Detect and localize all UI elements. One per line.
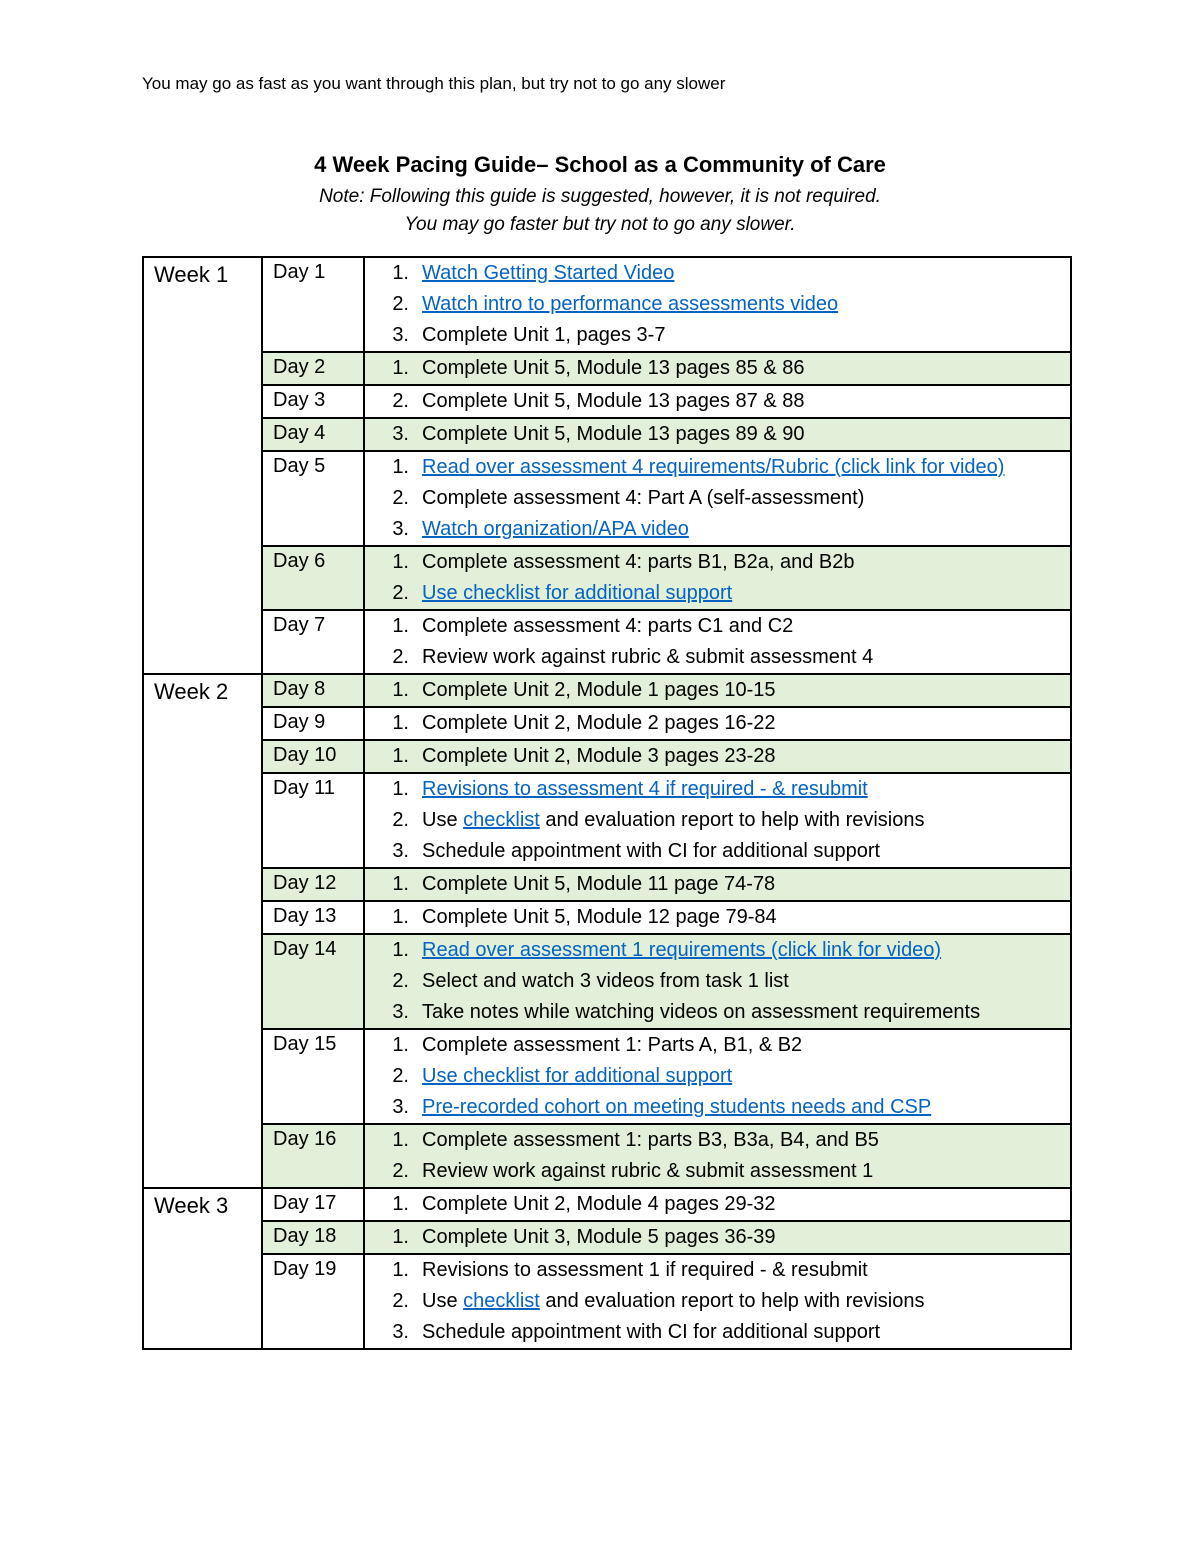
task-text <box>422 1156 1070 1187</box>
day-label: Day 1 <box>262 257 364 352</box>
task-list <box>364 1124 1071 1188</box>
task-link[interactable]: Revisions to assessment 4 if required - & resubmit <box>422 778 868 800</box>
task-text <box>422 1092 1070 1123</box>
task-list <box>364 610 1071 674</box>
task-list <box>364 352 1071 385</box>
task-item <box>365 1255 1070 1286</box>
day-label: Day 19 <box>262 1254 364 1349</box>
task-text-segment: Complete Unit 5, Module 11 page 74-78 <box>422 873 776 895</box>
task-text <box>422 452 1070 483</box>
task-item <box>365 547 1070 578</box>
task-text <box>422 1255 1070 1286</box>
task-number: 1. <box>392 1129 409 1151</box>
task-number: 1. <box>392 1226 409 1248</box>
task-link[interactable]: Use checklist for additional support <box>422 1065 733 1087</box>
task-text <box>422 966 1070 997</box>
task-text <box>422 836 1070 867</box>
task-list <box>364 1188 1071 1221</box>
task-text-segment: Complete Unit 5, Module 12 page 79-84 <box>422 906 777 928</box>
task-text <box>422 997 1070 1028</box>
task-text-segment: Complete Unit 2, Module 3 pages 23-28 <box>422 745 776 767</box>
task-number: 1. <box>392 1034 409 1056</box>
task-list <box>364 385 1071 418</box>
task-list <box>364 546 1071 610</box>
task-number: 3. <box>392 423 409 445</box>
task-number: 1. <box>392 939 409 961</box>
task-text-segment: and evaluation report to help with revisions <box>539 809 925 831</box>
task-text-segment: Schedule appointment with CI for additional support <box>422 1321 881 1343</box>
task-number: 1. <box>392 712 409 734</box>
task-text-segment: Use <box>422 809 464 831</box>
task-item <box>365 805 1070 836</box>
task-item <box>365 1125 1070 1156</box>
day-label: Day 10 <box>262 740 364 773</box>
task-number: 2. <box>392 1160 409 1182</box>
task-number: 3. <box>392 840 409 862</box>
day-label: Day 5 <box>262 451 364 546</box>
task-text <box>422 1317 1070 1348</box>
task-text <box>422 1189 1070 1220</box>
task-item <box>365 1189 1070 1220</box>
task-text-segment: Complete assessment 1: Parts A, B1, & B2 <box>422 1034 803 1056</box>
task-text-segment: Select and watch 3 videos from task 1 list <box>422 970 789 992</box>
task-text <box>422 935 1070 966</box>
task-number: 2. <box>392 646 409 668</box>
task-item <box>365 1286 1070 1317</box>
task-number: 1. <box>392 357 409 379</box>
task-text <box>422 483 1070 514</box>
task-text <box>422 1222 1070 1253</box>
day-row <box>143 934 1071 1029</box>
task-text-segment: Complete Unit 5, Module 13 pages 89 & 90 <box>422 423 805 445</box>
task-item <box>365 935 1070 966</box>
task-item <box>365 258 1070 289</box>
task-list <box>364 901 1071 934</box>
task-text-segment: Complete Unit 2, Module 4 pages 29-32 <box>422 1193 776 1215</box>
day-label: Day 9 <box>262 707 364 740</box>
guide-note-line-2: You may go faster but try not to go any slower. <box>404 214 796 235</box>
task-text <box>422 708 1070 739</box>
day-row <box>143 674 1071 707</box>
task-number: 2. <box>392 390 409 412</box>
task-number: 1. <box>392 551 409 573</box>
task-list <box>364 674 1071 707</box>
task-text <box>422 741 1070 772</box>
task-text <box>422 642 1070 673</box>
task-item <box>365 1222 1070 1253</box>
task-number: 2. <box>392 293 409 315</box>
task-list <box>364 868 1071 901</box>
task-item <box>365 902 1070 933</box>
task-number: 3. <box>392 1001 409 1023</box>
task-text-segment: Complete assessment 1: parts B3, B3a, B4, and B5 <box>422 1129 879 1151</box>
task-text <box>422 774 1070 805</box>
day-row <box>143 1254 1071 1349</box>
day-label: Day 15 <box>262 1029 364 1124</box>
task-item <box>365 353 1070 384</box>
task-number: 1. <box>392 615 409 637</box>
day-row <box>143 773 1071 868</box>
day-row <box>143 1029 1071 1124</box>
task-number: 2. <box>392 582 409 604</box>
task-number: 3. <box>392 1321 409 1343</box>
day-label: Day 4 <box>262 418 364 451</box>
task-item <box>365 1156 1070 1187</box>
task-number: 2. <box>392 1065 409 1087</box>
task-text-segment: Review work against rubric & submit assessment 1 <box>422 1160 874 1182</box>
task-list <box>364 1254 1071 1349</box>
task-item <box>365 452 1070 483</box>
task-text <box>422 258 1070 289</box>
day-row <box>143 707 1071 740</box>
task-number: 1. <box>392 1193 409 1215</box>
day-label: Day 12 <box>262 868 364 901</box>
task-item <box>365 774 1070 805</box>
task-item <box>365 514 1070 545</box>
page-title: 4 Week Pacing Guide– School as a Community of Care <box>314 152 886 177</box>
task-item <box>365 320 1070 351</box>
task-item <box>365 997 1070 1028</box>
task-item <box>365 1030 1070 1061</box>
task-number: 1. <box>392 1259 409 1281</box>
task-text <box>422 353 1070 384</box>
task-text <box>422 419 1070 450</box>
task-text <box>422 386 1070 417</box>
task-text-segment: Schedule appointment with CI for additional support <box>422 840 881 862</box>
task-item <box>365 836 1070 867</box>
task-item <box>365 578 1070 609</box>
task-text-segment: and evaluation report to help with revisions <box>539 1290 925 1312</box>
task-text <box>422 1030 1070 1061</box>
task-text-segment: Use <box>422 1290 464 1312</box>
header-note: You may go as fast as you want through this plan, but try not to go any slower <box>142 74 726 93</box>
task-number: 1. <box>392 745 409 767</box>
task-item <box>365 675 1070 706</box>
task-list <box>364 740 1071 773</box>
task-number: 2. <box>392 970 409 992</box>
task-number: 1. <box>392 456 409 478</box>
task-text <box>422 869 1070 900</box>
task-number: 2. <box>392 487 409 509</box>
day-row <box>143 868 1071 901</box>
task-text-segment: Complete assessment 4: Part A (self-assessment) <box>422 487 865 509</box>
task-list <box>364 773 1071 868</box>
task-text <box>422 578 1070 609</box>
task-text <box>422 1061 1070 1092</box>
task-number: 3. <box>392 1096 409 1118</box>
task-text <box>422 805 1070 836</box>
day-row <box>143 1124 1071 1188</box>
task-text-segment: Take notes while watching videos on assessment requirements <box>422 1001 981 1023</box>
task-list <box>364 418 1071 451</box>
task-link[interactable]: Use checklist for additional support <box>422 582 733 604</box>
day-row <box>143 740 1071 773</box>
task-link[interactable]: checklist <box>463 1290 540 1312</box>
task-text-segment: Complete Unit 2, Module 2 pages 16-22 <box>422 712 776 734</box>
task-text-segment: Complete Unit 5, Module 13 pages 87 & 88 <box>422 390 805 412</box>
day-row <box>143 1221 1071 1254</box>
task-text-segment: Complete Unit 5, Module 13 pages 85 & 86 <box>422 357 805 379</box>
task-link[interactable]: Pre-recorded cohort on meeting students needs and CSP <box>422 1096 932 1118</box>
task-text <box>422 514 1070 545</box>
task-number: 1. <box>392 906 409 928</box>
day-row <box>143 257 1071 352</box>
task-text <box>422 902 1070 933</box>
task-number: 3. <box>392 518 409 540</box>
day-label: Day 13 <box>262 901 364 934</box>
day-label: Day 16 <box>262 1124 364 1188</box>
task-item <box>365 1317 1070 1348</box>
day-row <box>143 901 1071 934</box>
task-list <box>364 934 1071 1029</box>
day-label: Day 14 <box>262 934 364 1029</box>
task-list <box>364 1029 1071 1124</box>
day-row <box>143 352 1071 385</box>
task-number: 1. <box>392 679 409 701</box>
task-link[interactable]: Watch intro to performance assessments video <box>422 293 839 315</box>
day-label: Day 18 <box>262 1221 364 1254</box>
week-label: Week 2 <box>143 674 262 1188</box>
task-link[interactable]: Read over assessment 4 requirements/Rubric (click link for video) <box>422 456 1005 478</box>
task-text-segment: Review work against rubric & submit assessment 4 <box>422 646 874 668</box>
task-item <box>365 741 1070 772</box>
task-item <box>365 708 1070 739</box>
task-text <box>422 1125 1070 1156</box>
task-list <box>364 707 1071 740</box>
day-label: Day 3 <box>262 385 364 418</box>
task-text <box>422 611 1070 642</box>
task-list <box>364 451 1071 546</box>
task-number: 1. <box>392 778 409 800</box>
task-item <box>365 289 1070 320</box>
task-link[interactable]: checklist <box>463 809 540 831</box>
week-label: Week 1 <box>143 257 262 674</box>
task-text <box>422 1286 1070 1317</box>
task-item <box>365 611 1070 642</box>
task-list <box>364 257 1071 352</box>
task-number: 2. <box>392 1290 409 1312</box>
task-item <box>365 966 1070 997</box>
task-text-segment: Revisions to assessment 1 if required - & resubmit <box>422 1259 868 1281</box>
day-label: Day 11 <box>262 773 364 868</box>
day-label: Day 8 <box>262 674 364 707</box>
task-list <box>364 1221 1071 1254</box>
guide-note-line-1: Note: Following this guide is suggested, however, it is not required. <box>319 186 881 207</box>
task-text-segment: Complete Unit 3, Module 5 pages 36-39 <box>422 1226 776 1248</box>
task-link[interactable]: Watch organization/APA video <box>422 518 689 540</box>
task-text-segment: Complete Unit 1, pages 3-7 <box>422 324 666 346</box>
task-item <box>365 1061 1070 1092</box>
pacing-table <box>142 256 1072 1350</box>
task-text <box>422 675 1070 706</box>
week-label: Week 3 <box>143 1188 262 1349</box>
task-text-segment: Complete assessment 4: parts B1, B2a, and B2b <box>422 551 855 573</box>
task-number: 1. <box>392 262 409 284</box>
task-item <box>365 1092 1070 1123</box>
day-row <box>143 418 1071 451</box>
task-link[interactable]: Read over assessment 1 requirements (click link for video) <box>422 939 942 961</box>
day-label: Day 6 <box>262 546 364 610</box>
day-row <box>143 1188 1071 1221</box>
day-label: Day 2 <box>262 352 364 385</box>
task-item <box>365 869 1070 900</box>
day-row <box>143 451 1071 546</box>
task-number: 3. <box>392 324 409 346</box>
day-label: Day 7 <box>262 610 364 674</box>
task-item <box>365 386 1070 417</box>
task-text <box>422 289 1070 320</box>
task-item <box>365 419 1070 450</box>
task-item <box>365 642 1070 673</box>
day-label: Day 17 <box>262 1188 364 1221</box>
task-text-segment: Complete assessment 4: parts C1 and C2 <box>422 615 794 637</box>
task-item <box>365 483 1070 514</box>
task-text-segment: Complete Unit 2, Module 1 pages 10-15 <box>422 679 776 701</box>
task-number: 1. <box>392 873 409 895</box>
task-number: 2. <box>392 809 409 831</box>
task-text <box>422 320 1070 351</box>
task-text <box>422 547 1070 578</box>
day-row <box>143 546 1071 610</box>
day-row <box>143 610 1071 674</box>
day-row <box>143 385 1071 418</box>
task-link[interactable]: Watch Getting Started Video <box>422 262 675 284</box>
